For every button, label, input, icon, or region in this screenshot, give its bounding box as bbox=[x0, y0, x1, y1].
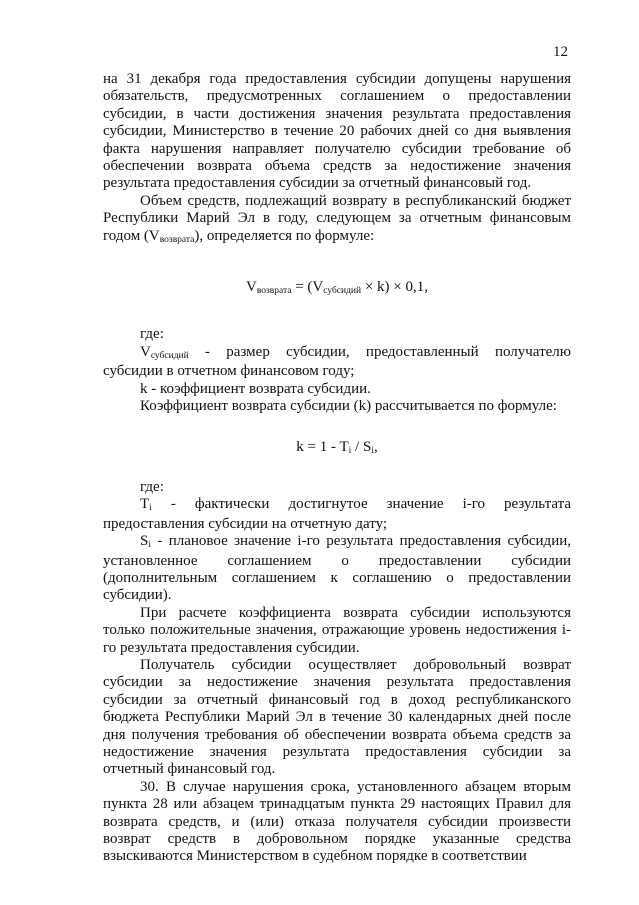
formula2-sub-t: i bbox=[348, 445, 352, 456]
formula1-tail: × k) × 0,1, bbox=[361, 279, 429, 296]
formula2-sub-s: i bbox=[371, 445, 374, 456]
formula1-sub-subsidy: субсидий bbox=[323, 286, 362, 297]
def-t-subscript: i bbox=[149, 503, 152, 514]
def-v-symbol: V bbox=[140, 343, 151, 360]
return-volume-text-b: ), определяется по формуле: bbox=[194, 227, 375, 244]
formula-return-volume bbox=[103, 279, 571, 298]
formula-k bbox=[103, 439, 571, 458]
definition-s bbox=[103, 533, 571, 605]
document-body bbox=[103, 71, 571, 866]
def-s-text: - плановое значение i-го результата предоставления субсидии, установленное соглашением о предоставлении субсидии (дополнительным соглашением к соглашению о предоставлении субсидии). bbox=[103, 533, 571, 604]
paragraph-voluntary-return: Получатель субсидии осуществляет добровольный возврат субсидии за недостижение значения результата предоставления субсидии за отчетный финансовый год в доход республиканского бюджета Республики Марий Эл в течение 30 календарных дней после дня получения требования об обеспечении возврата объема средств за недостижение значения результата предоставления субсидии за отчетный финансовый год. bbox=[103, 656, 571, 778]
paragraph-30: 30. В случае нарушения срока, установленного абзацем вторым пункта 28 или абзацем тринадцатым пункта 29 настоящих Правил для возврата средств, и (или) отказа получателя субсидии произвести возврат средств в добровольном порядке указанные средства взыскиваются Министерством в судебном порядке в соответствии bbox=[103, 778, 571, 865]
formula2-b: / S bbox=[351, 438, 372, 455]
formula1-sub-return: возврата bbox=[256, 286, 292, 297]
def-t-text: - фактически достигнутое значение i-го результата предоставления субсидии на отчетную дату; bbox=[103, 496, 571, 532]
def-s-symbol: S bbox=[140, 533, 149, 550]
def-v-subscript: субсидий bbox=[150, 350, 189, 361]
def-t-symbol: T bbox=[140, 496, 150, 513]
def-v-text: - размер субсидии, предоставленный получателю субсидии в отчетном финансовом году; bbox=[103, 343, 571, 380]
formula1-v: V bbox=[245, 279, 257, 296]
formula1-mid: = (V bbox=[291, 279, 324, 296]
paragraph-calculation-note: При расчете коэффициента возврата субсидии используются только положительные значения, отражающие уровень недостижения i-го результата предоставления субсидии. bbox=[103, 604, 571, 656]
page-number: 12 bbox=[553, 44, 568, 60]
paragraph-violation-notice: на 31 декабря года предоставления субсидии допущены нарушения обязательств, предусмотренных соглашением о предоставлении субсидии, в части достижения значения результата предоставления субсидии, Министерство в течение 20 рабочих дней со дня выявления факта нарушения направляет получателю субсидии требование об обеспечении возврата объема средств за недостижение значения результата предоставления субсидии за отчетный финансовый год. bbox=[103, 71, 571, 192]
formula2-c: , bbox=[373, 438, 378, 455]
def-s-subscript: i bbox=[148, 540, 151, 551]
return-volume-text-a: Объем средств, подлежащий возврату в республиканский бюджет Республики Марий Эл в году, следующем за отчетным финансовым годом (V bbox=[103, 192, 571, 244]
return-volume-subscript: возврата bbox=[159, 234, 195, 245]
definition-t bbox=[103, 496, 571, 533]
formula2-a: k = 1 - T bbox=[296, 438, 349, 455]
paragraph-return-volume bbox=[103, 193, 571, 247]
paragraph-k-formula-intro: Коэффициент возврата субсидии (k) рассчитывается по формуле: bbox=[140, 398, 557, 415]
where-label-2: где: bbox=[140, 478, 164, 495]
definition-k: k - коэффициент возврата субсидии. bbox=[140, 380, 371, 397]
definition-v-subsidy bbox=[103, 344, 571, 381]
where-label-1: где: bbox=[140, 326, 164, 343]
